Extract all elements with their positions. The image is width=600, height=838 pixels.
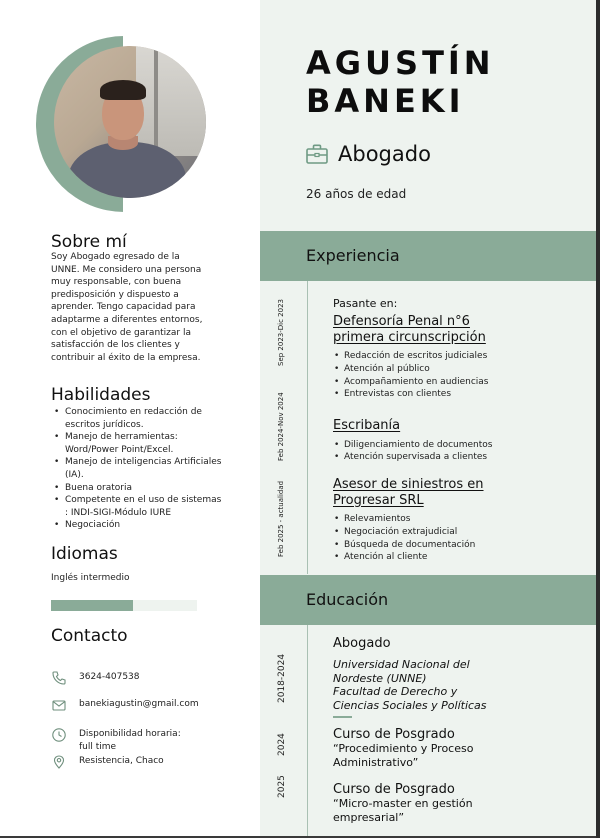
task-item: • Negociación extrajudicial [333, 526, 588, 539]
job-title-line: Defensoría Penal n°6 [333, 314, 470, 329]
language-item: Inglés intermedio [51, 573, 130, 583]
page-edge-shadow [596, 0, 600, 838]
availability-value: full time [79, 741, 117, 752]
experience-date: Sep 2023-Dic 2023 [277, 299, 285, 366]
about-title: Sobre mí [51, 232, 127, 252]
availability-label: Disponibilidad horaria: [79, 729, 181, 739]
experience-date: Feb 2024-Nov 2024 [277, 392, 285, 461]
profile-photo [54, 46, 206, 198]
job-entry [333, 297, 588, 401]
briefcase-icon [306, 144, 328, 164]
course-line: “Micro-master en gestión [333, 797, 473, 810]
about-text: Soy Abogado egresado de la UNNE. Me considero una persona muy responsable, con buena predisposición y dispuesto a aprender. Tengo capacidad para adaptarme a diferentes entornos, con el objetivo de garantizar la satisfacción de los clientes y contribuir al éxito de la empresa. [51, 252, 203, 363]
photo-background-window [136, 46, 206, 156]
job-title [333, 314, 588, 345]
language-level-fill [51, 600, 133, 611]
job-entry [333, 477, 588, 564]
course-name [333, 797, 473, 824]
name-first: AGUSTÍN [306, 44, 495, 82]
degree-line: Ciencias Sociales y Políticas [333, 698, 487, 712]
education-date: 2024 [277, 733, 287, 756]
contact-title: Contacto [51, 626, 128, 646]
task-item: • Búsqueda de documentación [333, 539, 588, 552]
photo-person-hair [100, 80, 146, 100]
experience-date: Feb 2025 - actualidad [277, 480, 285, 557]
degree-institution [333, 658, 487, 712]
experience-title: Experiencia [306, 246, 400, 265]
photo-window-frame [154, 46, 158, 156]
job-prefix: Pasante en: [333, 297, 398, 310]
task-item: • Acompañamiento en audiencias [333, 376, 588, 389]
education-date: 2018-2024 [277, 653, 287, 703]
education-title: Educación [306, 590, 389, 609]
mail-icon [51, 697, 67, 713]
task-item: • Redacción de escritos judiciales [333, 350, 588, 363]
job-title-line: Progresar SRL [333, 492, 424, 508]
availability-text [79, 728, 181, 753]
task-item: • Atención supervisada a clientes [333, 451, 588, 464]
job-tasks [333, 350, 588, 401]
age-text: 26 años de edad [306, 187, 407, 201]
skill-item: • Manejo de inteligencias Artificiales (IA). [51, 456, 226, 481]
job-entry [333, 418, 588, 464]
education-timeline [307, 625, 308, 836]
name-last: BANEKI [306, 82, 465, 120]
course-title: Curso de Posgrado [333, 782, 455, 797]
education-divider [333, 716, 352, 718]
phone-number: 3624-407538 [79, 672, 140, 682]
course-title: Curso de Posgrado [333, 727, 455, 742]
languages-title: Idiomas [51, 544, 118, 564]
job-role: Abogado [338, 142, 431, 166]
skill-item: • Competente en el uso de sistemas : INDI-SIGI-Módulo IURE [51, 494, 226, 519]
job-title: Escribanía [333, 418, 401, 433]
degree-line: Nordeste (UNNE) [333, 671, 427, 685]
location-pin-icon [51, 754, 67, 770]
course-line: “Procedimiento y Proceso [333, 742, 474, 755]
full-name [306, 44, 495, 120]
location-text: Resistencia, Chaco [79, 756, 164, 766]
degree-line: Facultad de Derecho y [333, 685, 458, 698]
job-tasks [333, 513, 588, 564]
clock-icon [51, 727, 67, 743]
experience-timeline [307, 281, 308, 574]
skills-title: Habilidades [51, 385, 151, 405]
task-item: • Diligenciamiento de documentos [333, 439, 588, 452]
course-line: Administrativo” [333, 755, 419, 769]
course-name [333, 742, 473, 769]
degree-line: Universidad Nacional del [333, 658, 470, 671]
job-title [333, 477, 588, 508]
job-title-line: Asesor de siniestros en [333, 477, 484, 492]
skills-list [51, 406, 226, 532]
task-item: • Atención al cliente [333, 551, 588, 564]
skill-item: • Conocimiento en redacción de escritos jurídicos. [51, 406, 226, 431]
degree-title: Abogado [333, 636, 391, 651]
language-level-bar [51, 600, 197, 611]
phone-icon [51, 670, 67, 686]
skill-item: • Negociación [51, 519, 226, 532]
task-item: • Relevamientos [333, 513, 588, 526]
education-date: 2025 [277, 775, 287, 798]
skill-item: • Buena oratoria [51, 482, 226, 495]
skill-item: • Manejo de herramientas: Word/Power Point/Excel. [51, 431, 226, 456]
job-tasks [333, 439, 588, 465]
course-line: empresarial” [333, 810, 405, 824]
task-item: • Atención al público [333, 363, 588, 376]
email-address: banekiagustin@gmail.com [79, 699, 199, 709]
job-title-line: primera circunscripción [333, 329, 486, 345]
task-item: • Entrevistas con clientes [333, 388, 588, 401]
